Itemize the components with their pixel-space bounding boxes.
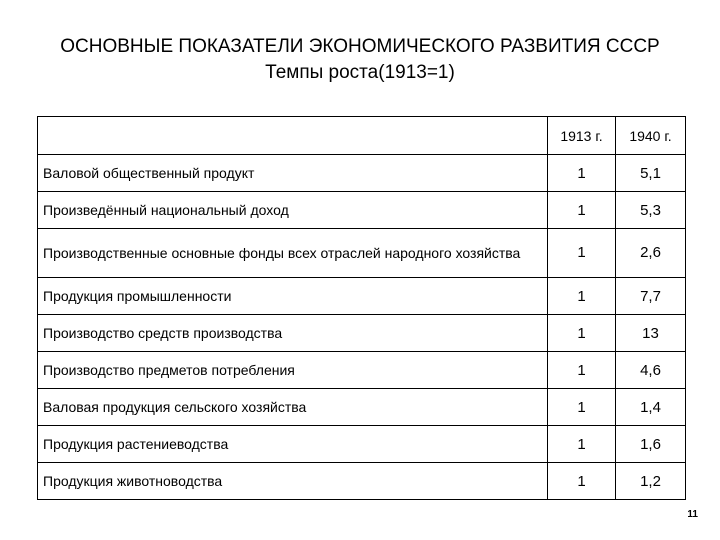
slide-title: ОСНОВНЫЕ ПОКАЗАТЕЛИ ЭКОНОМИЧЕСКОГО РАЗВИТИЯ СССР xyxy=(60,36,660,57)
value-1913: 1 xyxy=(548,155,616,192)
slide-subtitle: Темпы роста(1913=1) xyxy=(265,62,455,83)
row-label: Валовой общественный продукт xyxy=(38,155,548,192)
header-1913: 1913 г. xyxy=(548,117,616,155)
value-1913: 1 xyxy=(548,426,616,463)
value-1913: 1 xyxy=(548,229,616,278)
value-1913: 1 xyxy=(548,389,616,426)
row-label: Валовая продукция сельского хозяйства xyxy=(38,389,548,426)
row-label: Продукция растениеводства xyxy=(38,426,548,463)
table-row xyxy=(38,192,686,229)
value-1940: 2,6 xyxy=(616,229,686,278)
title-block xyxy=(0,34,720,86)
value-1913: 1 xyxy=(548,278,616,315)
table-header-row xyxy=(38,117,686,155)
value-1940: 5,3 xyxy=(616,192,686,229)
table-row xyxy=(38,229,686,278)
row-label: Производство средств производства xyxy=(38,315,548,352)
value-1940: 1,2 xyxy=(616,463,686,500)
row-label: Продукция животноводства xyxy=(38,463,548,500)
value-1913: 1 xyxy=(548,463,616,500)
table-row xyxy=(38,352,686,389)
header-empty-cell xyxy=(38,117,548,155)
row-label: Производственные основные фонды всех отраслей народного хозяйства xyxy=(38,229,548,278)
table-row xyxy=(38,426,686,463)
table-row xyxy=(38,463,686,500)
growth-table xyxy=(37,116,686,500)
value-1940: 13 xyxy=(616,315,686,352)
row-label: Произведённый национальный доход xyxy=(38,192,548,229)
value-1940: 4,6 xyxy=(616,352,686,389)
value-1940: 1,4 xyxy=(616,389,686,426)
table-row xyxy=(38,389,686,426)
value-1940: 1,6 xyxy=(616,426,686,463)
page-number: 11 xyxy=(687,509,698,520)
row-label: Производство предметов потребления xyxy=(38,352,548,389)
value-1913: 1 xyxy=(548,192,616,229)
value-1913: 1 xyxy=(548,315,616,352)
table-row xyxy=(38,278,686,315)
table-row xyxy=(38,315,686,352)
row-label: Продукция промышленности xyxy=(38,278,548,315)
header-1940: 1940 г. xyxy=(616,117,686,155)
value-1940: 7,7 xyxy=(616,278,686,315)
value-1940: 5,1 xyxy=(616,155,686,192)
value-1913: 1 xyxy=(548,352,616,389)
table-row xyxy=(38,155,686,192)
